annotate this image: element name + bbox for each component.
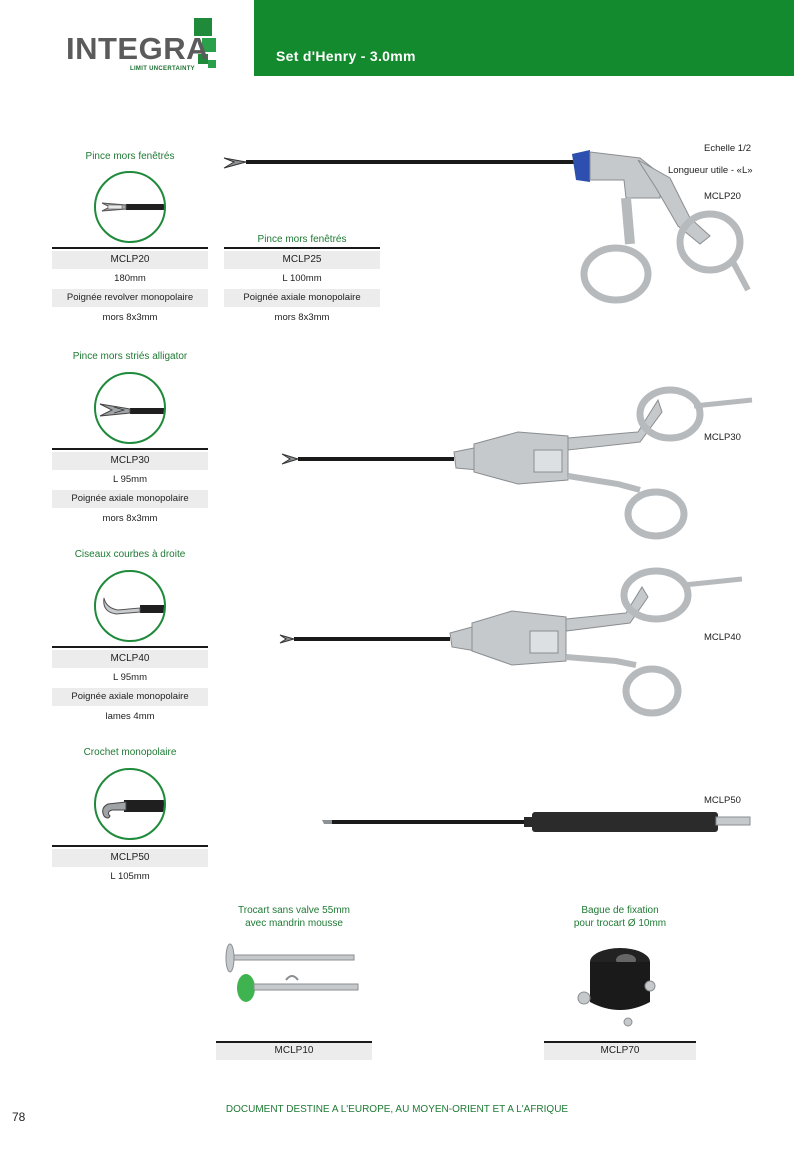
product-handle: Poignée axiale monopolaire [52,688,208,706]
accessory-subtitle: avec mandrin mousse [245,918,343,929]
instrument-image-mclp50 [318,804,758,840]
product-detail-image [94,372,166,444]
product-handle: Poignée revolver monopolaire [52,289,208,307]
divider [52,247,208,249]
scale-label: Echelle 1/2 [704,143,752,154]
divider [52,646,208,648]
instrument-label: MCLP50 [704,795,741,806]
product-title: Pince mors fenêtrés [257,234,347,245]
instrument-image-mclp30 [278,380,758,540]
product-jaws: lames 4mm [105,711,155,722]
product-detail-image [94,570,166,642]
product-title: Ciseaux courbes à droite [74,549,186,560]
length-legend: Longueur utile - «L» [668,165,753,176]
product-handle: Poignée axiale monopolaire [52,490,208,508]
accessory-image-bague [570,940,670,1035]
product-length: L 95mm [113,672,147,683]
product-jaws: mors 8x3mm [102,312,158,323]
accessory-image-trocart [216,940,372,1010]
product-code: MCLP20 [52,251,208,269]
accessory-subtitle: pour trocart Ø 10mm [573,918,667,929]
product-code: MCLP40 [52,650,208,668]
product-code: MCLP25 [224,251,380,269]
instrument-label: MCLP20 [704,191,741,202]
product-title: Pince mors striés alligator [72,351,188,362]
product-title: Crochet monopolaire [83,747,177,758]
instrument-label: MCLP30 [704,432,741,443]
brand-name: INTEGRA [66,31,209,66]
accessory-title: Bague de fixation [581,905,659,916]
header-band [254,0,794,76]
page-number: 78 [12,1110,26,1124]
product-length: L 100mm [282,273,322,284]
product-detail-image [94,171,166,243]
accessory-code: MCLP70 [544,1041,696,1060]
page-title: Set d'Henry - 3.0mm [276,48,416,64]
divider [52,845,208,847]
accessory-title: Trocart sans valve 55mm [238,905,350,916]
instrument-image-mclp40 [276,565,756,725]
instrument-label: MCLP40 [704,632,741,643]
product-length: L 105mm [110,871,150,882]
product-handle: Poignée axiale monopolaire [224,289,380,307]
accessory-code: MCLP10 [216,1041,372,1060]
divider [52,448,208,450]
product-length: 180mm [114,273,146,284]
brand-tagline: LIMIT UNCERTAINTY [130,66,195,72]
instrument-image-mclp20 [220,140,760,310]
product-jaws: mors 8x3mm [102,513,158,524]
product-detail-image [94,768,166,840]
product-code: MCLP30 [52,452,208,470]
product-length: L 95mm [113,474,147,485]
product-code: MCLP50 [52,849,208,867]
product-title: Pince mors fenêtrés [85,151,175,162]
product-jaws: mors 8x3mm [274,312,330,323]
footer-note: DOCUMENT DESTINE A L'EUROPE, AU MOYEN-ORIENT ET A L'AFRIQUE [225,1104,569,1115]
